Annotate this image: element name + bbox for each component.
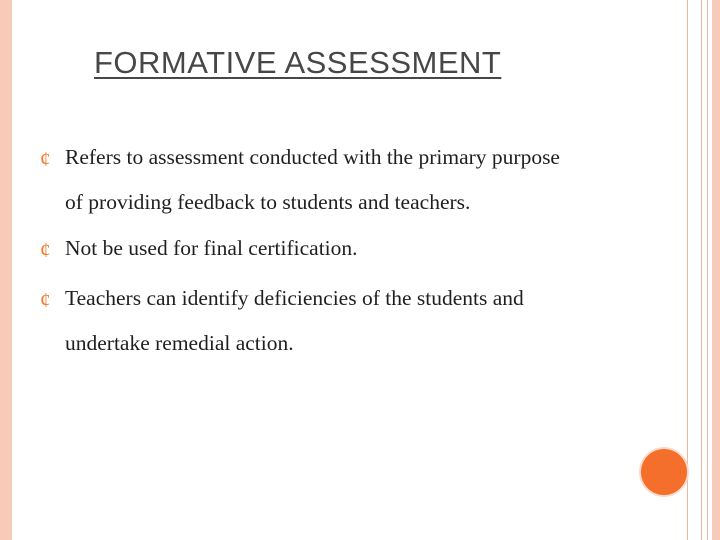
bullet-marker-icon: ¢ [40, 147, 51, 171]
left-decorative-band [0, 0, 12, 540]
right-decorative-rule [701, 0, 702, 540]
bullet-text-line: undertake remedial action. [65, 331, 294, 355]
right-decorative-rule [687, 0, 688, 540]
slide-title: FORMATIVE ASSESSMENT [94, 45, 502, 80]
orange-circle-ornament [641, 449, 687, 495]
bullet-text-line: of providing feedback to students and teachers. [65, 190, 471, 214]
bullet-marker-icon: ¢ [40, 288, 51, 312]
right-decorative-rule [707, 0, 708, 540]
bullet-text-line: Not be used for final certification. [65, 236, 358, 260]
right-decorative-band [712, 0, 720, 540]
bullet-text-line: Teachers can identify deficiencies of the students and [65, 286, 524, 310]
bullet-marker-icon: ¢ [40, 238, 51, 262]
bullet-text-line: Refers to assessment conducted with the primary purpose [65, 145, 560, 169]
